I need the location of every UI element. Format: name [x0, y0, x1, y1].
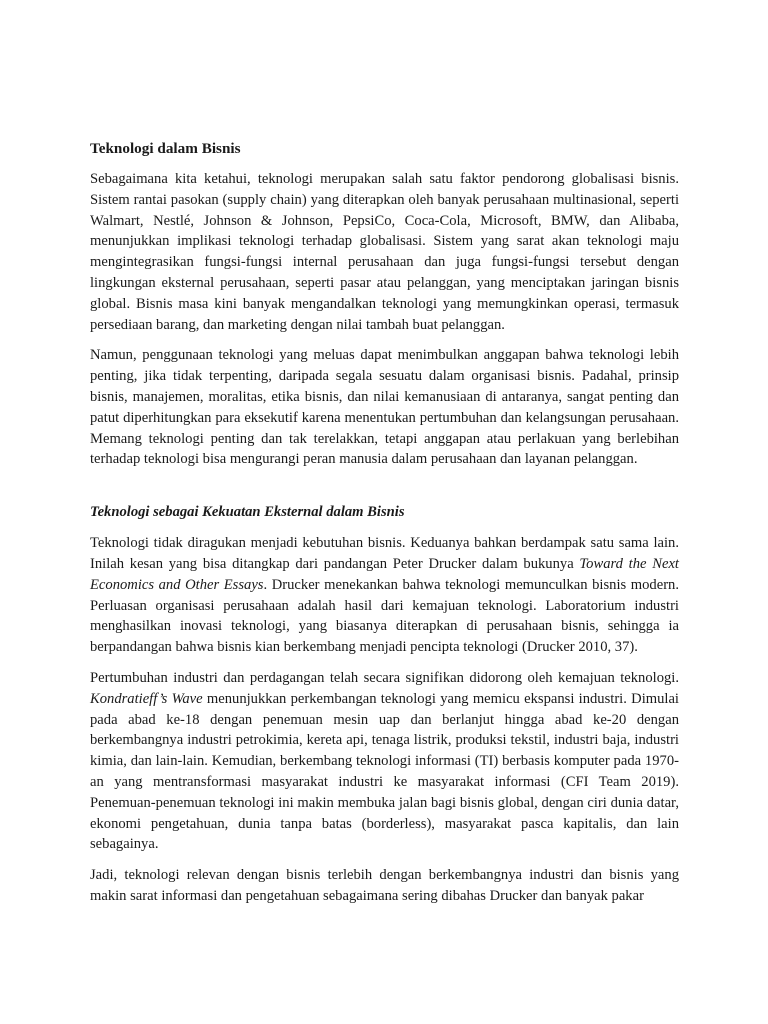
section-spacer — [90, 480, 679, 502]
book-title: Toward the Next Economics and Other Essays — [90, 555, 679, 593]
document-body — [90, 138, 679, 907]
paragraph: Sebagaimana kita ketahui, teknologi merupakan salah satu faktor pendorong globalisasi bisnis. Sistem rantai pasokan (supply chain) yang diterapkan oleh banyak perusahaan multinasional, seperti Walmart, Nestlé, Johnson & Johnson, PepsiCo, Coca-Cola, Microsoft, BMW, dan Alibaba, menunjukkan implikasi teknologi terhadap globalisasi. Sistem yang sarat akan teknologi maju mengintegrasikan fungsi-fungsi internal perusahaan dan juga fungsi-fungsi tersebut dengan lingkungan eksternal perusahaan, seperti pasar atau pelanggan, yang menciptakan jaringan bisnis global. Bisnis masa kini banyak mengandalkan teknologi yang memungkinkan operasi, termasuk persediaan barang, dan marketing dengan nilai tambah buat pelanggan. — [90, 171, 679, 333]
paragraph-text: . Drucker menekankan bahwa teknologi memunculkan bisnis modern. Perluasan organisasi perusahaan adalah hasil dari kemajuan teknologi. Laboratorium industri menghasilkan inovasi teknologi, yang biasanya diterapkan di perusahaan bisnis, sehingga ia berpandangan bahwa bisnis kian berkembang menjadi pencipta teknologi (Drucker 2010, 37). — [90, 576, 679, 656]
paragraph: Namun, penggunaan teknologi yang meluas dapat menimbulkan anggapan bahwa teknologi lebih penting, jika tidak terpenting, daripada segala sesuatu dalam organisasi bisnis. Padahal, prinsip bisnis, manajemen, moralitas, etika bisnis, dan nilai kemanusiaan di antaranya, sangat penting dan patut diperhitungkan para eksekutif karena menentukan pertumbuhan dan kelangsungan perusahaan. Memang teknologi penting dan tak terelakkan, tetapi anggapan atau perlakuan yang berlebihan terhadap teknologi bisa mengurangi peran manusia dalam perusahaan dan layanan pelanggan. — [90, 347, 679, 468]
paragraph: Jadi, teknologi relevan dengan bisnis terlebih dengan berkembangnya industri dan bisnis yang makin sarat informasi dan pengetahuan sebagaimana sering dibahas Drucker dan banyak pakar — [90, 867, 679, 904]
paragraph-text: Pertumbuhan industri dan perdagangan telah secara signifikan didorong oleh kemajuan teknologi. — [90, 669, 679, 686]
paragraph — [90, 533, 679, 658]
subsection-title: Teknologi sebagai Kekuatan Eksternal dalam Bisnis — [90, 504, 405, 521]
paragraph-text: menunjukkan perkembangan teknologi yang memicu ekspansi industri. Dimulai pada abad ke-18 dengan penemuan mesin uap dan berlanjut hingga abad ke-20 dengan berkembangnya industri petrokimia, kereta api, tenaga listrik, produksi tekstil, industri baja, industri kimia, dan lain-lain. Kemudian, berkembang teknologi informasi (TI) berbasis komputer pada 1970-an yang mentransformasi masyarakat industri ke masyarakat informasi (CFI Team 2019). Penemuan-penemuan teknologi ini makin membuka jalan bagi bisnis global, dengan ciri dunia datar, ekonomi pengetahuan, dunia tanpa batas (borderless), masyarakat pasca kapitalis, dan lain sebagainya. — [90, 690, 679, 853]
section-title: Teknologi dalam Bisnis — [90, 140, 241, 157]
paragraph-text: Teknologi tidak diragukan menjadi kebutuhan bisnis. Keduanya bahkan berdampak satu sama lain. Inilah kesan yang bisa ditangkap dari pandangan Peter Drucker dalam bukunya — [90, 535, 679, 572]
paragraph — [90, 668, 679, 855]
emphasized-term: Kondratieff’s Wave — [90, 690, 203, 707]
